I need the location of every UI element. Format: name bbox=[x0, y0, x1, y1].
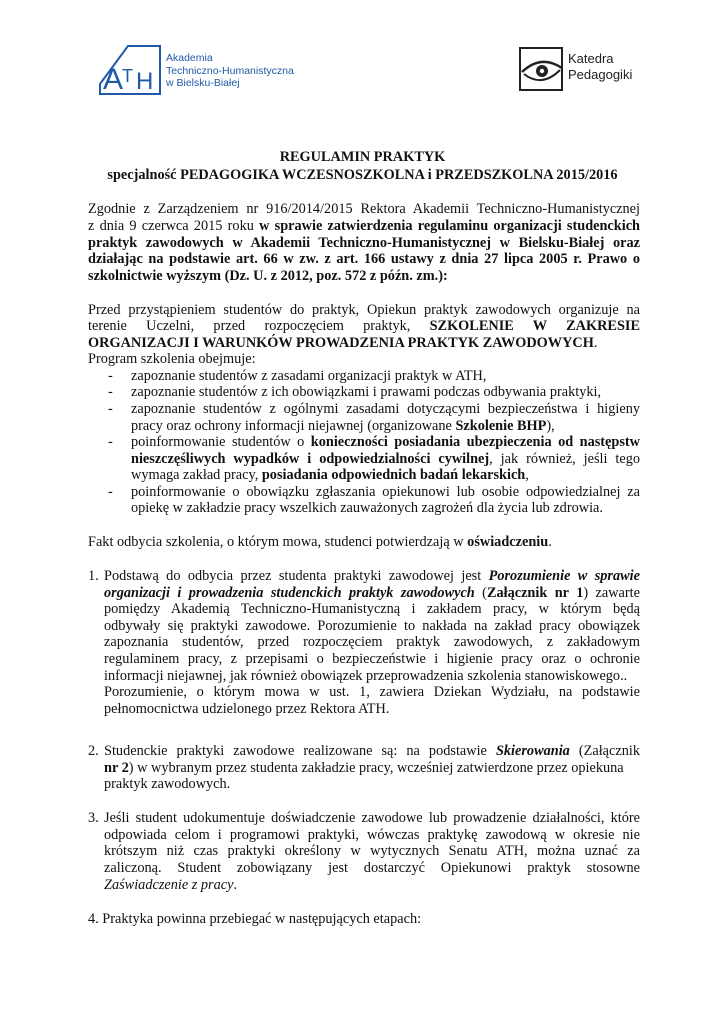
list-item-cont: opiekę w zakładzie pracy wszelkich zauważonych zagrożeń dla życia lub zdrowia. bbox=[131, 500, 603, 516]
list-item-cont: pracy oraz ochrony informacji niejawnej (organizowane Szkolenie BHP), bbox=[131, 418, 555, 434]
point-line: odbywały się praktyki zawodowe. Porozumienie to nakłada na zakład pracy obowiązek bbox=[104, 618, 640, 634]
list-item: zapoznanie studentów z ogólnymi zasadami dotyczącymi bezpieczeństwa i higieny bbox=[131, 401, 640, 417]
ath-name-line1: Akademia bbox=[166, 52, 213, 64]
svg-text:T: T bbox=[122, 66, 133, 86]
point-line: Podstawą do odbycia przez studenta praktyki zawodowej jest Porozumienie w sprawie bbox=[104, 568, 640, 584]
point-line: Studenckie praktyki zawodowe realizowane są: na podstawie Skierowania (Załącznik bbox=[104, 743, 640, 759]
point-line: Jeśli student udokumentuje doświadczenie zawodowe lub prowadzenie działalności, które bbox=[104, 810, 640, 826]
list-dash: - bbox=[108, 384, 113, 400]
ath-logo bbox=[98, 44, 308, 96]
point-line: praktyk zawodowych. bbox=[104, 776, 231, 792]
ath-name-line3: w Bielsku-Białej bbox=[166, 77, 240, 89]
point-line: odpowiada celom i programowi praktyki, wówczas praktykę zawodową w okresie nie bbox=[104, 827, 640, 843]
point-line: krótszym niż czas praktyki określony w wytycznych Senatu ATH, można uznać za bbox=[104, 843, 640, 859]
point-4: 4. Praktyka powinna przebiegać w następujących etapach: bbox=[88, 911, 422, 927]
intro-line: praktyk zawodowych w Akademii Techniczno-Humanistycznej w Bielsku-Białej oraz bbox=[88, 235, 640, 251]
katedra-logo bbox=[518, 46, 648, 96]
list-item: poinformowanie studentów o konieczności posiadania ubezpieczenia od następstw bbox=[131, 434, 640, 450]
training-line: ORGANIZACJI I WARUNKÓW PROWADZENIA PRAKTYK ZAWODOWYCH. bbox=[88, 335, 598, 351]
document-title: REGULAMIN PRAKTYK bbox=[279, 149, 446, 165]
document-subtitle: specjalność PEDAGOGIKA WCZESNOSZKOLNA i PRZEDSZKOLNA 2015/2016 bbox=[107, 167, 618, 183]
program-heading: Program szkolenia obejmuje: bbox=[88, 351, 256, 367]
intro-line: z dnia 9 czerwca 2015 roku w sprawie zatwierdzenia regulaminu organizacji studenckich bbox=[88, 218, 641, 234]
list-item: zapoznanie studentów z ich obowiązkami i prawami podczas odbywania praktyki, bbox=[131, 384, 602, 400]
ath-logo-icon bbox=[98, 44, 162, 96]
point-line: regulaminem pracy, z przepisami o bezpieczeństwie i higienie pracy oraz o ochronie bbox=[104, 651, 640, 667]
point-line: pomiędzy Akademią Techniczno-Humanistyczną i zakładem pracy, w którym będą bbox=[104, 601, 640, 617]
svg-text:A: A bbox=[103, 63, 124, 96]
training-line: Przed przystąpieniem studentów do praktyk, Opiekun praktyk zawodowych organizuje na bbox=[88, 302, 640, 318]
list-item-cont: nieszczęśliwych wypadków i odpowiedzialności cywilnej, jak również, jeśli tego bbox=[131, 451, 640, 467]
confirmation-paragraph: Fakt odbycia szkolenia, o którym mowa, studenci potwierdzają w oświadczeniu. bbox=[88, 534, 552, 550]
list-item: poinformowanie o obowiązku zgłaszania opiekunowi lub osobie odpowiedzialnej za bbox=[131, 484, 640, 500]
point-line: Porozumienie, o którym mowa w ust. 1, zawiera Dziekan Wydziału, na podstawie bbox=[104, 684, 640, 700]
point-line: organizacji i prowadzenia studenckich praktyk zawodowych (Załącznik nr 1) zawarte bbox=[104, 585, 640, 601]
point-number: 2. bbox=[88, 743, 99, 759]
list-dash: - bbox=[108, 484, 113, 500]
point-line: zaliczoną. Student zobowiązany jest dostarczyć Opiekunowi praktyk stosowne bbox=[104, 860, 640, 876]
list-item-cont: wymaga zakład pracy, posiadania odpowiednich badań lekarskich, bbox=[131, 467, 529, 483]
point-line: nr 2) w wybranym przez studenta zakładzie pracy, wcześniej zatwierdzone przez opiekuna bbox=[104, 760, 624, 776]
point-number: 1. bbox=[88, 568, 99, 584]
intro-line: szkolnictwie wyższym (Dz. U. z 2012, poz. 572 z późn. zm.): bbox=[88, 268, 448, 284]
point-line: informacji niejawnej, jak również obowiązek przeprowadzenia szkolenia stanowiskowego.. bbox=[104, 668, 628, 684]
training-line: terenie Uczelni, przed rozpoczęciem praktyk, SZKOLENIE W ZAKRESIE bbox=[88, 318, 640, 334]
ath-name-line2: Techniczno-Humanistyczna bbox=[166, 64, 294, 77]
point-line: Zaświadczenie z pracy. bbox=[104, 877, 238, 893]
list-dash: - bbox=[108, 434, 113, 450]
katedra-name bbox=[568, 51, 632, 83]
list-dash: - bbox=[108, 368, 113, 384]
point-line: pełnomocnictwa udzielonego przez Rektora ATH. bbox=[104, 701, 390, 717]
list-item: zapoznanie studentów z zasadami organizacji praktyk w ATH, bbox=[131, 368, 487, 384]
list-dash: - bbox=[108, 401, 113, 417]
point-number: 3. bbox=[88, 810, 99, 826]
katedra-name-line2: Pedagogiki bbox=[568, 67, 633, 82]
katedra-name-line1: Katedra bbox=[568, 51, 614, 66]
eye-icon bbox=[518, 46, 566, 94]
point-line: zapoznania studentów, przed rozpoczęciem praktyk zawodowych, z zakładowym bbox=[104, 634, 640, 650]
ath-name bbox=[166, 52, 294, 90]
intro-line: działając na podstawie art. 66 w zw. z art. 166 ustawy z dnia 27 lipca 2005 r. Prawo o bbox=[88, 251, 640, 267]
intro-line: Zgodnie z Zarządzeniem nr 916/2014/2015 Rektora Akademii Techniczno-Humanistycznej bbox=[88, 201, 640, 217]
svg-text:H: H bbox=[136, 68, 154, 95]
